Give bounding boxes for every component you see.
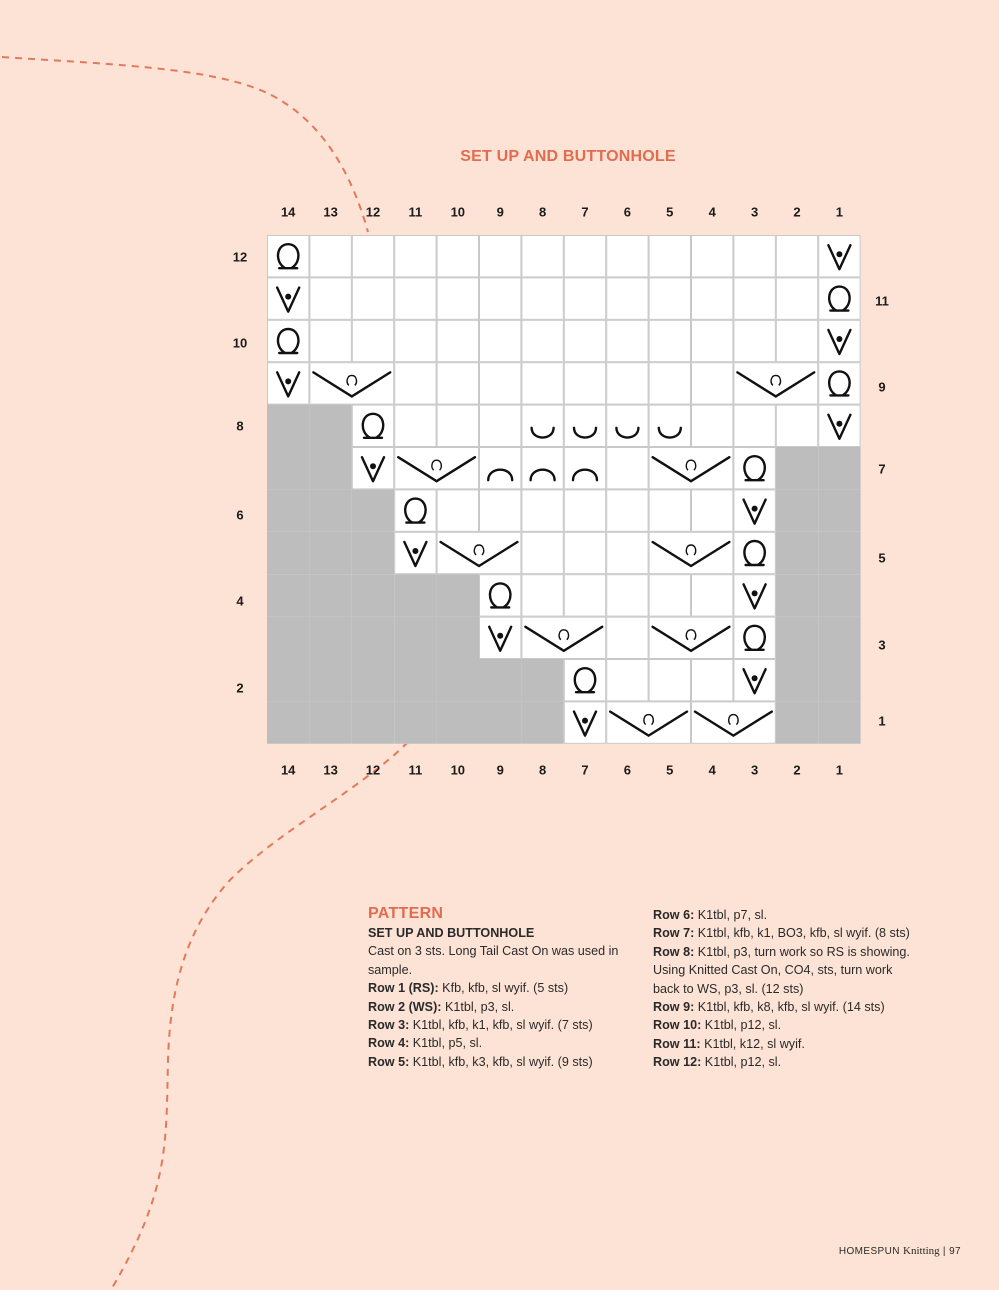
stitch-cell	[607, 405, 648, 446]
pattern-row-label: Row 2 (WS):	[368, 999, 442, 1014]
no-stitch-cell	[352, 489, 394, 531]
stitch-cell	[352, 278, 393, 319]
stitch-cell	[607, 236, 648, 277]
column-label-top: 3	[750, 204, 759, 220]
stitch-cell	[649, 660, 690, 701]
stitch-cell	[522, 617, 606, 658]
column-label-top: 5	[666, 204, 674, 220]
pattern-row-text: K1tbl, p12, sl.	[701, 1055, 782, 1070]
column-label-top: 9	[496, 204, 504, 220]
pattern-row-label: Row 10:	[653, 1018, 702, 1033]
no-stitch-cell	[776, 532, 818, 574]
slip-stitch-dot	[285, 294, 291, 300]
stitch-cell	[734, 405, 775, 446]
slip-stitch-dot	[836, 251, 842, 257]
no-stitch-cell	[267, 447, 309, 489]
stitch-cell	[776, 236, 817, 277]
stitch-cell	[692, 363, 733, 404]
pattern-row-label: Row 3:	[368, 1018, 410, 1033]
column-label-bottom: 14	[280, 762, 296, 778]
stitch-cell	[522, 320, 563, 361]
no-stitch-cell	[521, 659, 563, 701]
no-stitch-cell	[521, 701, 563, 743]
pattern-row-text: K1tbl, kfb, k1, BO3, kfb, sl wyif. (8 sts)	[694, 926, 910, 941]
no-stitch-cell	[267, 489, 309, 531]
pattern-row-line	[368, 979, 630, 997]
stitch-cell	[607, 278, 648, 319]
pattern-row-text: K1tbl, kfb, k8, kfb, sl wyif. (14 sts)	[694, 1000, 885, 1015]
stitch-cell	[607, 448, 648, 489]
stitch-cell	[522, 363, 563, 404]
no-stitch-cell	[309, 532, 351, 574]
stitch-cell	[352, 405, 393, 446]
no-stitch-cell	[267, 701, 309, 743]
no-stitch-cell	[352, 701, 394, 743]
stitch-cell	[564, 405, 605, 446]
column-label-bottom: 5	[666, 762, 674, 778]
stitch-cell	[480, 278, 521, 319]
no-stitch-cell	[352, 574, 394, 616]
slip-stitch-dot	[752, 675, 758, 681]
stitch-cell	[437, 490, 478, 531]
stitch-cell	[734, 448, 775, 489]
stitch-cell	[564, 278, 605, 319]
no-stitch-cell	[352, 659, 394, 701]
stitch-cell	[395, 278, 436, 319]
row-label-left: 4	[236, 593, 244, 609]
pattern-row-label: Row 8:	[653, 944, 695, 959]
pattern-row-label: Row 9:	[653, 1000, 695, 1015]
column-label-top: 4	[708, 204, 716, 220]
stitch-cell	[310, 363, 394, 404]
stitch-cell	[734, 278, 775, 319]
column-label-top: 6	[623, 204, 632, 220]
stitch-cell	[395, 363, 436, 404]
footer-brand: HOMESPUN	[838, 1246, 900, 1257]
pattern-row-line	[653, 1053, 918, 1071]
column-label-top: 12	[365, 204, 381, 220]
column-label-bottom: 4	[708, 762, 716, 778]
slip-stitch-dot	[285, 378, 291, 384]
no-stitch-cell	[776, 659, 818, 701]
pattern-subheading: SET UP AND BUTTONHOLE	[368, 926, 535, 940]
no-stitch-cell	[394, 574, 436, 616]
no-stitch-cell	[818, 489, 860, 531]
stitch-cell	[480, 363, 521, 404]
column-label-top: 13	[323, 204, 338, 220]
stitch-cell	[480, 405, 521, 446]
stitch-cell	[310, 278, 351, 319]
stitch-cell	[395, 490, 436, 531]
stitch-cell	[692, 405, 733, 446]
stitch-cell	[649, 236, 690, 277]
pattern-row-label: Row 4:	[368, 1036, 410, 1051]
no-stitch-cell	[394, 701, 436, 743]
no-stitch-cell	[479, 659, 521, 701]
stitch-cell	[437, 363, 478, 404]
no-stitch-cell	[309, 447, 351, 489]
pattern-rows-left	[368, 979, 630, 1071]
no-stitch-cell	[267, 617, 309, 659]
stitch-cell	[649, 363, 690, 404]
no-stitch-cell	[818, 574, 860, 616]
pattern-row-text: Kfb, kfb, sl wyif. (5 sts)	[438, 981, 569, 996]
column-label-bottom: 9	[496, 762, 504, 778]
stitch-cell	[692, 236, 733, 277]
pattern-column-right	[653, 904, 918, 1072]
stitch-cell	[480, 575, 521, 616]
stitch-cell	[310, 236, 351, 277]
stitch-cell	[437, 405, 478, 446]
stitch-cell	[395, 236, 436, 277]
no-stitch-cell	[309, 701, 351, 743]
stitch-cell	[564, 532, 605, 573]
stitch-cell	[692, 660, 733, 701]
no-stitch-cell	[394, 617, 436, 659]
row-label-left: 8	[236, 418, 244, 434]
stitch-cell	[564, 363, 605, 404]
stitch-cell	[649, 617, 733, 658]
pattern-row-text: K1tbl, p3, turn work so RS is showing. Using Knitted Cast On, CO4, sts, turn work back to WS, p3, sl. (12 sts)	[653, 944, 910, 996]
stitch-cell	[564, 660, 605, 701]
row-label-left: 12	[232, 249, 248, 265]
stitch-cell	[607, 363, 648, 404]
stitch-cell	[649, 448, 733, 489]
pattern-rows-right	[653, 906, 918, 1072]
no-stitch-cell	[437, 701, 479, 743]
footer-page-number: 97	[949, 1246, 961, 1257]
pattern-row-line	[653, 924, 918, 942]
no-stitch-cell	[267, 405, 309, 447]
stitch-cell	[310, 320, 351, 361]
slip-stitch-dot	[497, 633, 503, 639]
no-stitch-cell	[309, 489, 351, 531]
pattern-row-line	[368, 998, 630, 1016]
stitch-cell	[776, 278, 817, 319]
stitch-cell	[649, 575, 690, 616]
pattern-row-line	[653, 943, 918, 998]
no-stitch-cell	[437, 574, 479, 616]
row-label-left: 10	[232, 335, 248, 351]
stitch-cell	[734, 320, 775, 361]
stitch-cell	[564, 236, 605, 277]
stitch-cell	[522, 490, 563, 531]
no-stitch-cell	[437, 659, 479, 701]
no-stitch-cell	[776, 701, 818, 743]
stitch-cell	[692, 278, 733, 319]
row-label-right: 3	[878, 637, 886, 653]
pattern-row-line	[368, 1034, 630, 1052]
no-stitch-cell	[352, 532, 394, 574]
pattern-row-text: K1tbl, kfb, k1, kfb, sl wyif. (7 sts)	[409, 1018, 593, 1033]
stitch-cell	[437, 320, 478, 361]
stitch-cell	[819, 363, 860, 404]
chart-title: SET UP AND BUTTONHOLE	[460, 148, 676, 165]
stitch-cell	[522, 405, 563, 446]
stitch-cell	[437, 532, 521, 573]
stitch-cell	[607, 617, 648, 658]
pattern-row-label: Row 1 (RS):	[368, 981, 439, 996]
no-stitch-cell	[818, 447, 860, 489]
no-stitch-cell	[818, 532, 860, 574]
page-footer	[839, 1245, 961, 1257]
footer-magazine: Knitting	[903, 1245, 940, 1257]
no-stitch-cell	[309, 617, 351, 659]
pattern-row-line	[368, 1053, 630, 1071]
column-label-bottom: 7	[581, 762, 589, 778]
no-stitch-cell	[776, 447, 818, 489]
slip-stitch-dot	[836, 421, 842, 427]
pattern-row-text: K1tbl, p3, sl.	[441, 999, 515, 1014]
stitch-cell	[352, 320, 393, 361]
pattern-row-text: K1tbl, k12, sl wyif.	[700, 1036, 805, 1051]
no-stitch-cell	[352, 617, 394, 659]
stitch-cell	[607, 490, 648, 531]
pattern-row-text: K1tbl, kfb, k3, kfb, sl wyif. (9 sts)	[409, 1054, 593, 1069]
no-stitch-cell	[479, 701, 521, 743]
no-stitch-cell	[776, 489, 818, 531]
column-label-top: 7	[581, 204, 589, 220]
column-label-top: 11	[408, 204, 423, 220]
footer-separator: |	[942, 1246, 946, 1257]
stitch-cell	[564, 448, 605, 489]
stitch-cell	[649, 490, 690, 531]
slip-stitch-dot	[752, 506, 758, 512]
column-label-bottom: 10	[450, 762, 466, 778]
no-stitch-cell	[267, 574, 309, 616]
stitch-cell	[607, 532, 648, 573]
stitch-cell	[734, 363, 818, 404]
stitch-cell	[395, 320, 436, 361]
pattern-column-left	[368, 904, 630, 1071]
pattern-row-text: K1tbl, p12, sl.	[701, 1018, 782, 1033]
stitch-cell	[776, 320, 817, 361]
stitch-cell	[607, 660, 648, 701]
column-label-bottom: 13	[323, 762, 338, 778]
pattern-row-text: K1tbl, p7, sl.	[694, 908, 768, 922]
stitch-cell	[649, 405, 690, 446]
stitch-cell	[819, 278, 860, 319]
pattern-row-label: Row 6:	[653, 908, 695, 922]
no-stitch-cell	[818, 617, 860, 659]
no-stitch-cell	[267, 532, 309, 574]
no-stitch-cell	[309, 659, 351, 701]
no-stitch-cell	[437, 617, 479, 659]
stitch-cell	[522, 236, 563, 277]
row-label-right: 1	[878, 713, 886, 729]
no-stitch-cell	[818, 701, 860, 743]
no-stitch-cell	[776, 617, 818, 659]
stitch-cell	[268, 236, 309, 277]
stitch-cell	[522, 532, 563, 573]
stitch-cell	[564, 490, 605, 531]
stitch-cell	[268, 320, 309, 361]
no-stitch-cell	[309, 405, 351, 447]
column-label-bottom: 11	[408, 762, 423, 778]
pattern-intro: Cast on 3 sts. Long Tail Cast On was used in sample.	[368, 944, 619, 977]
stitch-cell	[649, 320, 690, 361]
column-label-bottom: 2	[793, 762, 801, 778]
stitch-cell	[395, 405, 436, 446]
slip-stitch-dot	[412, 548, 418, 554]
stitch-cell	[437, 236, 478, 277]
column-label-top: 2	[793, 204, 801, 220]
pattern-row-label: Row 5:	[368, 1054, 410, 1069]
no-stitch-cell	[776, 574, 818, 616]
stitch-cell	[607, 702, 691, 743]
column-label-top: 1	[835, 204, 844, 220]
stitch-cell	[734, 617, 775, 658]
row-label-right: 5	[878, 550, 886, 566]
stitch-cell	[480, 448, 521, 489]
stitch-cell	[692, 490, 733, 531]
pattern-row-label: Row 11:	[653, 1036, 701, 1051]
no-stitch-cell	[309, 574, 351, 616]
row-label-right: 9	[878, 379, 886, 395]
column-label-bottom: 1	[835, 762, 844, 778]
pattern-row-label: Row 12:	[653, 1055, 702, 1070]
no-stitch-cell	[818, 659, 860, 701]
slip-stitch-dot	[836, 336, 842, 342]
slip-stitch-dot	[370, 463, 376, 469]
pattern-row-line	[653, 998, 918, 1016]
stitch-cell	[692, 702, 776, 743]
stitch-cell	[734, 532, 775, 573]
stitch-cell	[480, 490, 521, 531]
stitch-cell	[522, 575, 563, 616]
pattern-row-text: K1tbl, p5, sl.	[409, 1036, 483, 1051]
pattern-row-line	[653, 906, 918, 924]
stitch-cell	[649, 532, 733, 573]
stitch-cell	[564, 320, 605, 361]
no-stitch-cell	[267, 659, 309, 701]
slip-stitch-dot	[752, 590, 758, 596]
pattern-row-line	[653, 1016, 918, 1034]
stitch-cell	[480, 236, 521, 277]
column-label-top: 10	[450, 204, 466, 220]
stitch-cell	[395, 448, 479, 489]
pattern-row-label: Row 7:	[653, 926, 695, 941]
column-label-bottom: 3	[750, 762, 759, 778]
column-label-bottom: 6	[623, 762, 632, 778]
row-label-right: 11	[875, 293, 889, 309]
stitch-cell	[522, 278, 563, 319]
pattern-heading: PATTERN	[368, 905, 444, 922]
row-label-left: 6	[236, 507, 244, 523]
pattern-row-line	[368, 1016, 630, 1034]
column-label-bottom: 12	[365, 762, 381, 778]
slip-stitch-dot	[582, 718, 588, 724]
stitch-cell	[776, 405, 817, 446]
column-label-top: 8	[538, 204, 547, 220]
no-stitch-cell	[394, 659, 436, 701]
stitch-cell	[734, 236, 775, 277]
pattern-row-line	[653, 1035, 918, 1053]
stitch-cell	[352, 236, 393, 277]
stitch-cell	[649, 278, 690, 319]
row-label-left: 2	[236, 680, 244, 696]
stitch-cell	[607, 320, 648, 361]
stitch-cell	[607, 575, 648, 616]
stitch-cell	[692, 320, 733, 361]
column-label-top: 14	[280, 204, 296, 220]
row-label-right: 7	[878, 461, 886, 477]
stitch-cell	[564, 575, 605, 616]
stitch-cell	[522, 448, 563, 489]
stitch-cell	[692, 575, 733, 616]
stitch-cell	[480, 320, 521, 361]
column-label-bottom: 8	[538, 762, 547, 778]
stitch-cell	[437, 278, 478, 319]
